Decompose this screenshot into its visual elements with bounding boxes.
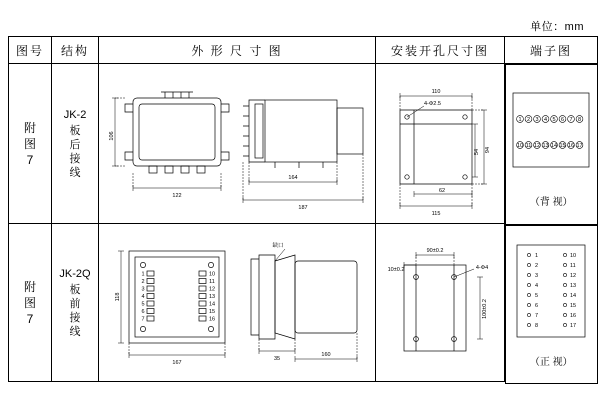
terminal-label: 3	[535, 273, 539, 279]
header-terminal: 端子图	[505, 37, 598, 64]
terminal-label: 4	[141, 293, 145, 300]
structure-line: 板	[69, 283, 81, 296]
terminal-label: 13	[570, 283, 577, 289]
terminal-drawing-jk2	[505, 64, 598, 226]
dim-164: 164	[288, 174, 298, 181]
model-label: JK-2Q	[59, 267, 91, 280]
dim-106: 106	[109, 130, 115, 141]
dim-187: 187	[298, 204, 308, 211]
terminal-label: 7	[535, 313, 539, 319]
terminal-label: 2	[527, 117, 531, 124]
header-outline: 外 形 尺 寸 图	[99, 37, 376, 64]
terminal-label: 10	[517, 143, 524, 150]
figure-no-line: 图	[23, 136, 36, 151]
table-header-row	[9, 37, 598, 64]
terminal-label: 3	[535, 117, 539, 124]
terminal-label: 15	[570, 303, 577, 309]
outline-drawing-jk2q	[99, 224, 376, 382]
dim-167: 167	[172, 359, 182, 366]
row-structure	[52, 64, 99, 224]
label-notch: 缺口	[272, 242, 284, 249]
dim-35: 35	[273, 355, 281, 362]
mounting-svg-jk2q	[376, 225, 502, 381]
mounting-drawing-jk2q	[376, 224, 505, 382]
structure-line: 板	[69, 124, 81, 137]
structure-line: 接	[69, 152, 81, 165]
structure-line: 线	[69, 166, 81, 179]
dim-94: 94	[485, 146, 491, 153]
row-structure	[52, 224, 99, 382]
terminal-label: 5	[552, 117, 556, 124]
terminal-row-bottom	[517, 142, 583, 149]
header-no: 图号	[9, 37, 52, 64]
terminal-label: 11	[570, 263, 576, 269]
dim-54: 54	[474, 148, 480, 155]
row-figure-no	[9, 224, 52, 382]
terminal-label: 17	[570, 323, 577, 329]
header-structure: 结构	[52, 37, 99, 64]
terminal-view-caption: （背 视）	[529, 197, 573, 209]
outline-svg-jk2q	[99, 225, 373, 381]
figure-no-line: 7	[26, 152, 34, 167]
dim-62: 62	[438, 187, 446, 194]
terminal-label: 2	[535, 263, 539, 269]
terminal-label: 11	[525, 143, 532, 150]
terminal-label: 2	[141, 278, 145, 285]
terminal-label: 10	[570, 253, 577, 259]
terminal-label: 16	[208, 316, 216, 322]
row-figure-no	[9, 64, 52, 224]
terminal-label: 14	[570, 293, 577, 299]
terminal-label: 3	[141, 286, 145, 292]
terminal-label: 6	[141, 308, 145, 315]
terminal-label: 12	[570, 273, 577, 279]
dim-122: 122	[172, 192, 182, 199]
dim-118: 118	[115, 292, 121, 301]
terminal-label: 7	[141, 316, 145, 322]
spec-table	[8, 36, 598, 382]
structure-line: 前	[69, 297, 81, 310]
terminal-svg-jk2q	[507, 239, 595, 351]
dim-10: 10±0.2	[387, 266, 405, 273]
structure-line: 接	[69, 311, 81, 324]
table-row	[9, 224, 598, 382]
terminal-label: 8	[578, 117, 582, 124]
terminal-label: 5	[535, 293, 539, 299]
dim-115: 115	[431, 210, 441, 217]
structure-line: 后	[69, 138, 81, 151]
terminal-label: 16	[568, 143, 575, 150]
terminal-svg-jk2	[507, 81, 595, 191]
terminal-label: 8	[535, 323, 539, 329]
terminal-label: 4	[544, 117, 548, 124]
dim-100: 100±0.2	[482, 298, 488, 319]
terminal-row-top	[517, 116, 583, 123]
unit-note: 单位：mm	[530, 21, 584, 33]
terminal-label: 6	[535, 303, 539, 309]
terminal-label: 1	[518, 117, 522, 124]
terminal-view-caption: （正 视）	[529, 357, 573, 368]
terminal-label: 11	[209, 278, 215, 285]
terminal-label: 15	[559, 143, 566, 150]
table-row	[9, 64, 598, 224]
figure-no-line: 附	[23, 120, 36, 135]
terminal-label: 1	[141, 271, 145, 277]
dim-160: 160	[321, 351, 331, 358]
terminal-label: 1	[535, 253, 539, 259]
terminal-label: 12	[208, 286, 216, 292]
terminal-label: 13	[542, 143, 549, 150]
figure-no-line: 图	[23, 295, 36, 310]
mounting-drawing-jk2	[376, 64, 505, 224]
terminal-label: 17	[576, 143, 583, 150]
terminal-label: 13	[208, 293, 216, 300]
terminal-label: 5	[141, 301, 145, 307]
structure-line: 线	[69, 325, 81, 338]
dim-110: 110	[431, 88, 441, 95]
outline-drawing-jk2	[99, 64, 376, 224]
terminal-label: 4	[535, 283, 539, 289]
terminal-label: 15	[208, 308, 216, 315]
terminal-label: 7	[569, 117, 573, 124]
terminal-label: 12	[534, 143, 541, 150]
terminal-label: 16	[570, 313, 577, 319]
terminal-label: 14	[208, 301, 216, 307]
figure-no-line: 附	[23, 279, 36, 294]
model-label: JK-2	[63, 108, 87, 121]
terminal-label: 6	[561, 117, 565, 124]
dim-4-phi4: 4-Φ4	[475, 264, 489, 271]
dim-4-phi25: 4-Φ2.5	[424, 100, 441, 107]
terminal-drawing-jk2q	[505, 224, 598, 384]
terminal-label: 10	[208, 271, 216, 277]
outline-svg-jk2	[99, 66, 373, 222]
terminal-label: 14	[551, 143, 558, 150]
dim-90: 90±0.2	[426, 247, 444, 254]
figure-no-line: 7	[26, 311, 34, 326]
mounting-svg-jk2	[376, 66, 502, 222]
header-mounting: 安装开孔尺寸图	[376, 37, 505, 64]
